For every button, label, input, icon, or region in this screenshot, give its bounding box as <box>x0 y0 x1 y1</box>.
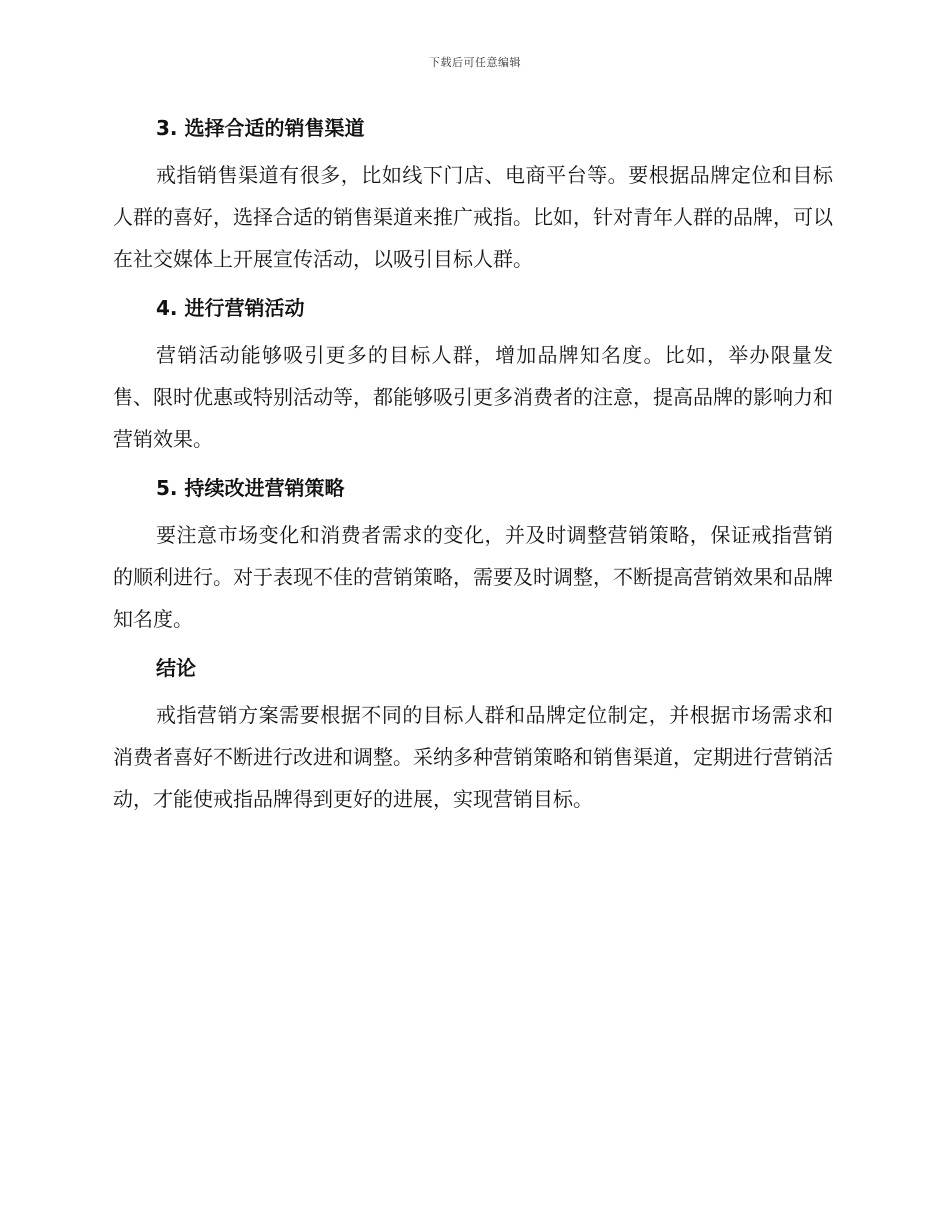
section-heading: 3. 选择合适的销售渠道 <box>156 116 365 140</box>
section-heading: 4. 进行营销活动 <box>156 296 305 320</box>
section-sales-channels <box>113 108 833 280</box>
section-paragraph: 营销活动能够吸引更多的目标人群，增加品牌知名度。比如，举办限量发售、限时优惠或特别活动等，都能够吸引更多消费者的注意，提高品牌的影响力和营销效果。 <box>113 343 833 451</box>
section-conclusion <box>113 648 833 820</box>
document-content <box>113 108 833 828</box>
section-paragraph: 要注意市场变化和消费者需求的变化，并及时调整营销策略，保证戒指营销的顺利进行。对于表现不佳的营销策略，需要及时调整，不断提高营销效果和品牌知名度。 <box>113 523 833 631</box>
section-heading: 结论 <box>156 656 196 680</box>
section-marketing-activities <box>113 288 833 460</box>
header-note: 下载后可任意编辑 <box>429 56 521 69</box>
section-heading: 5. 持续改进营销策略 <box>156 476 345 500</box>
section-paragraph: 戒指营销方案需要根据不同的目标人群和品牌定位制定，并根据市场需求和消费者喜好不断进行改进和调整。采纳多种营销策略和销售渠道，定期进行营销活动，才能使戒指品牌得到更好的进展，实现营销目标。 <box>113 703 833 811</box>
section-paragraph: 戒指销售渠道有很多，比如线下门店、电商平台等。要根据品牌定位和目标人群的喜好，选择合适的销售渠道来推广戒指。比如，针对青年人群的品牌，可以在社交媒体上开展宣传活动，以吸引目标人群。 <box>113 163 833 271</box>
section-improve-strategy <box>113 468 833 640</box>
